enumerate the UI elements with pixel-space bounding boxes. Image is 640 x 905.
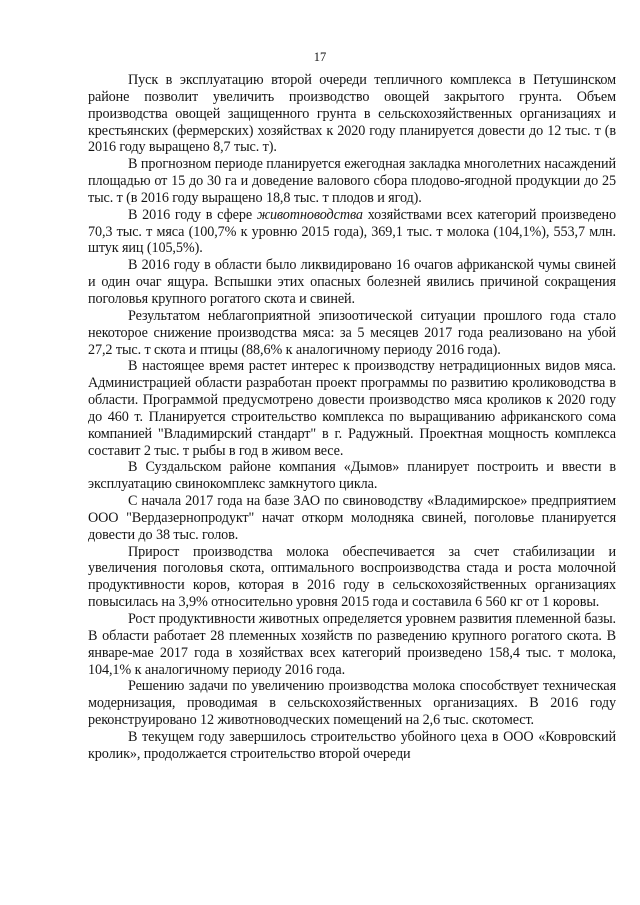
paragraph-breeding-base: Рост продуктивности животных определяется уровнем развития племенной базы. В области работает 28 племенных хозяйств по разведению крупного рогатого скота. В январе-мае 2017 года в хозяйствах всех категорий произведено 158,4 тыс. т молока, 104,1% к аналогичному периоду 2016 года. (88, 611, 616, 678)
paragraph-milk-growth: Прирост производства молока обеспечивается за счет стабилизации и увеличения поголовья скота, оптимального воспроизводства стада и роста молочной продуктивности коров, которая в 2016 году в сельскохозяйственных организациях повысилась на 3,9% относительно уровня 2015 года и составила 6 560 кг от 1 коровы. (88, 543, 616, 611)
paragraph-nontraditional-meat: В настоящее время растет интерес к производству нетрадиционных видов мяса. Администрацией области разработан проект программы по развитию кролиководства в области. Программой предусмотрено довести производство мяса кроликов к 2020 году до 460 т. Планируется строительство комплекса по выращиванию африканского сома компанией "Владимирский стандарт" в г. Радужный. Проектная мощность комплекса составит 2 тыс. т рыбы в год в живом весе. (88, 358, 616, 459)
emphasis-livestock: животноводства (256, 206, 363, 223)
paragraph-meat-decline: Результатом неблагоприятной эпизоотической ситуации прошлого года стало некоторое снижение производства мяса: за 5 месяцев 2017 года реализовано на убой 27,2 тыс. т скота и птицы (88,6% к аналогичному периоду 2016 года). (88, 307, 616, 358)
paragraph-slaughterhouse: В текущем году завершилось строительство убойного цеха в ООО «Ковровский кролик», продолжается строительство второй очереди (88, 728, 616, 762)
paragraph-livestock-lead: В 2016 году в сфере (128, 206, 257, 223)
paragraph-greenhouse: Пуск в эксплуатацию второй очереди тепличного комплекса в Петушинском районе позволит увеличить производство овощей закрытого грунта. Объем производства овощей защищенного грунта в сельскохозяйственных организациях и крестьянских (фермерских) хозяйствах к 2020 году планируется довести до 12 тыс. т (в 2016 году выращено 8,7 тыс. т). (88, 72, 616, 156)
paragraph-swine-fever: В 2016 году в области было ликвидировано 16 очагов африканской чумы свиней и один очаг ящура. Вспышки этих опасных болезней явились причиной сокращения поголовья крупного рогатого скота и свиней. (88, 257, 616, 307)
body-text (88, 72, 616, 763)
paragraph-verdazernoprodukt: С начала 2017 года на базе ЗАО по свиноводству «Владимирское» предприятием ООО "Вердазернопродукт" начат откорм молодняка свиней, поголовье планируется довести до 38 тыс. голов. (88, 493, 616, 543)
paragraph-orchards: В прогнозном периоде планируется ежегодная закладка многолетних насаждений площадью от 15 до 30 га и доведение валового сбора плодово-ягодной продукции до 25 тыс. т (в 2016 году выращено 18,8 тыс. т плодов и ягод). (88, 156, 616, 206)
paragraph-dymov: В Суздальском районе компания «Дымов» планирует построить и ввести в эксплуатацию свинокомплекс замкнутого цикла. (88, 459, 616, 493)
page-number: 17 (313, 50, 327, 64)
paragraph-livestock-2016 (88, 207, 616, 258)
paragraph-modernization: Решению задачи по увеличению производства молока способствует техническая модернизация, проводимая в сельскохозяйственных организациях. В 2016 году реконструировано 12 животноводческих помещений на 2,6 тыс. скотомест. (88, 678, 616, 729)
paragraph-livestock-rest: хозяйствами всех категорий произведено 70,3 тыс. т мяса (100,7% к уровню 2015 года), 369,1 тыс. т молока (104,1%), 553,7 млн. штук яиц (105,5%). (88, 206, 617, 257)
